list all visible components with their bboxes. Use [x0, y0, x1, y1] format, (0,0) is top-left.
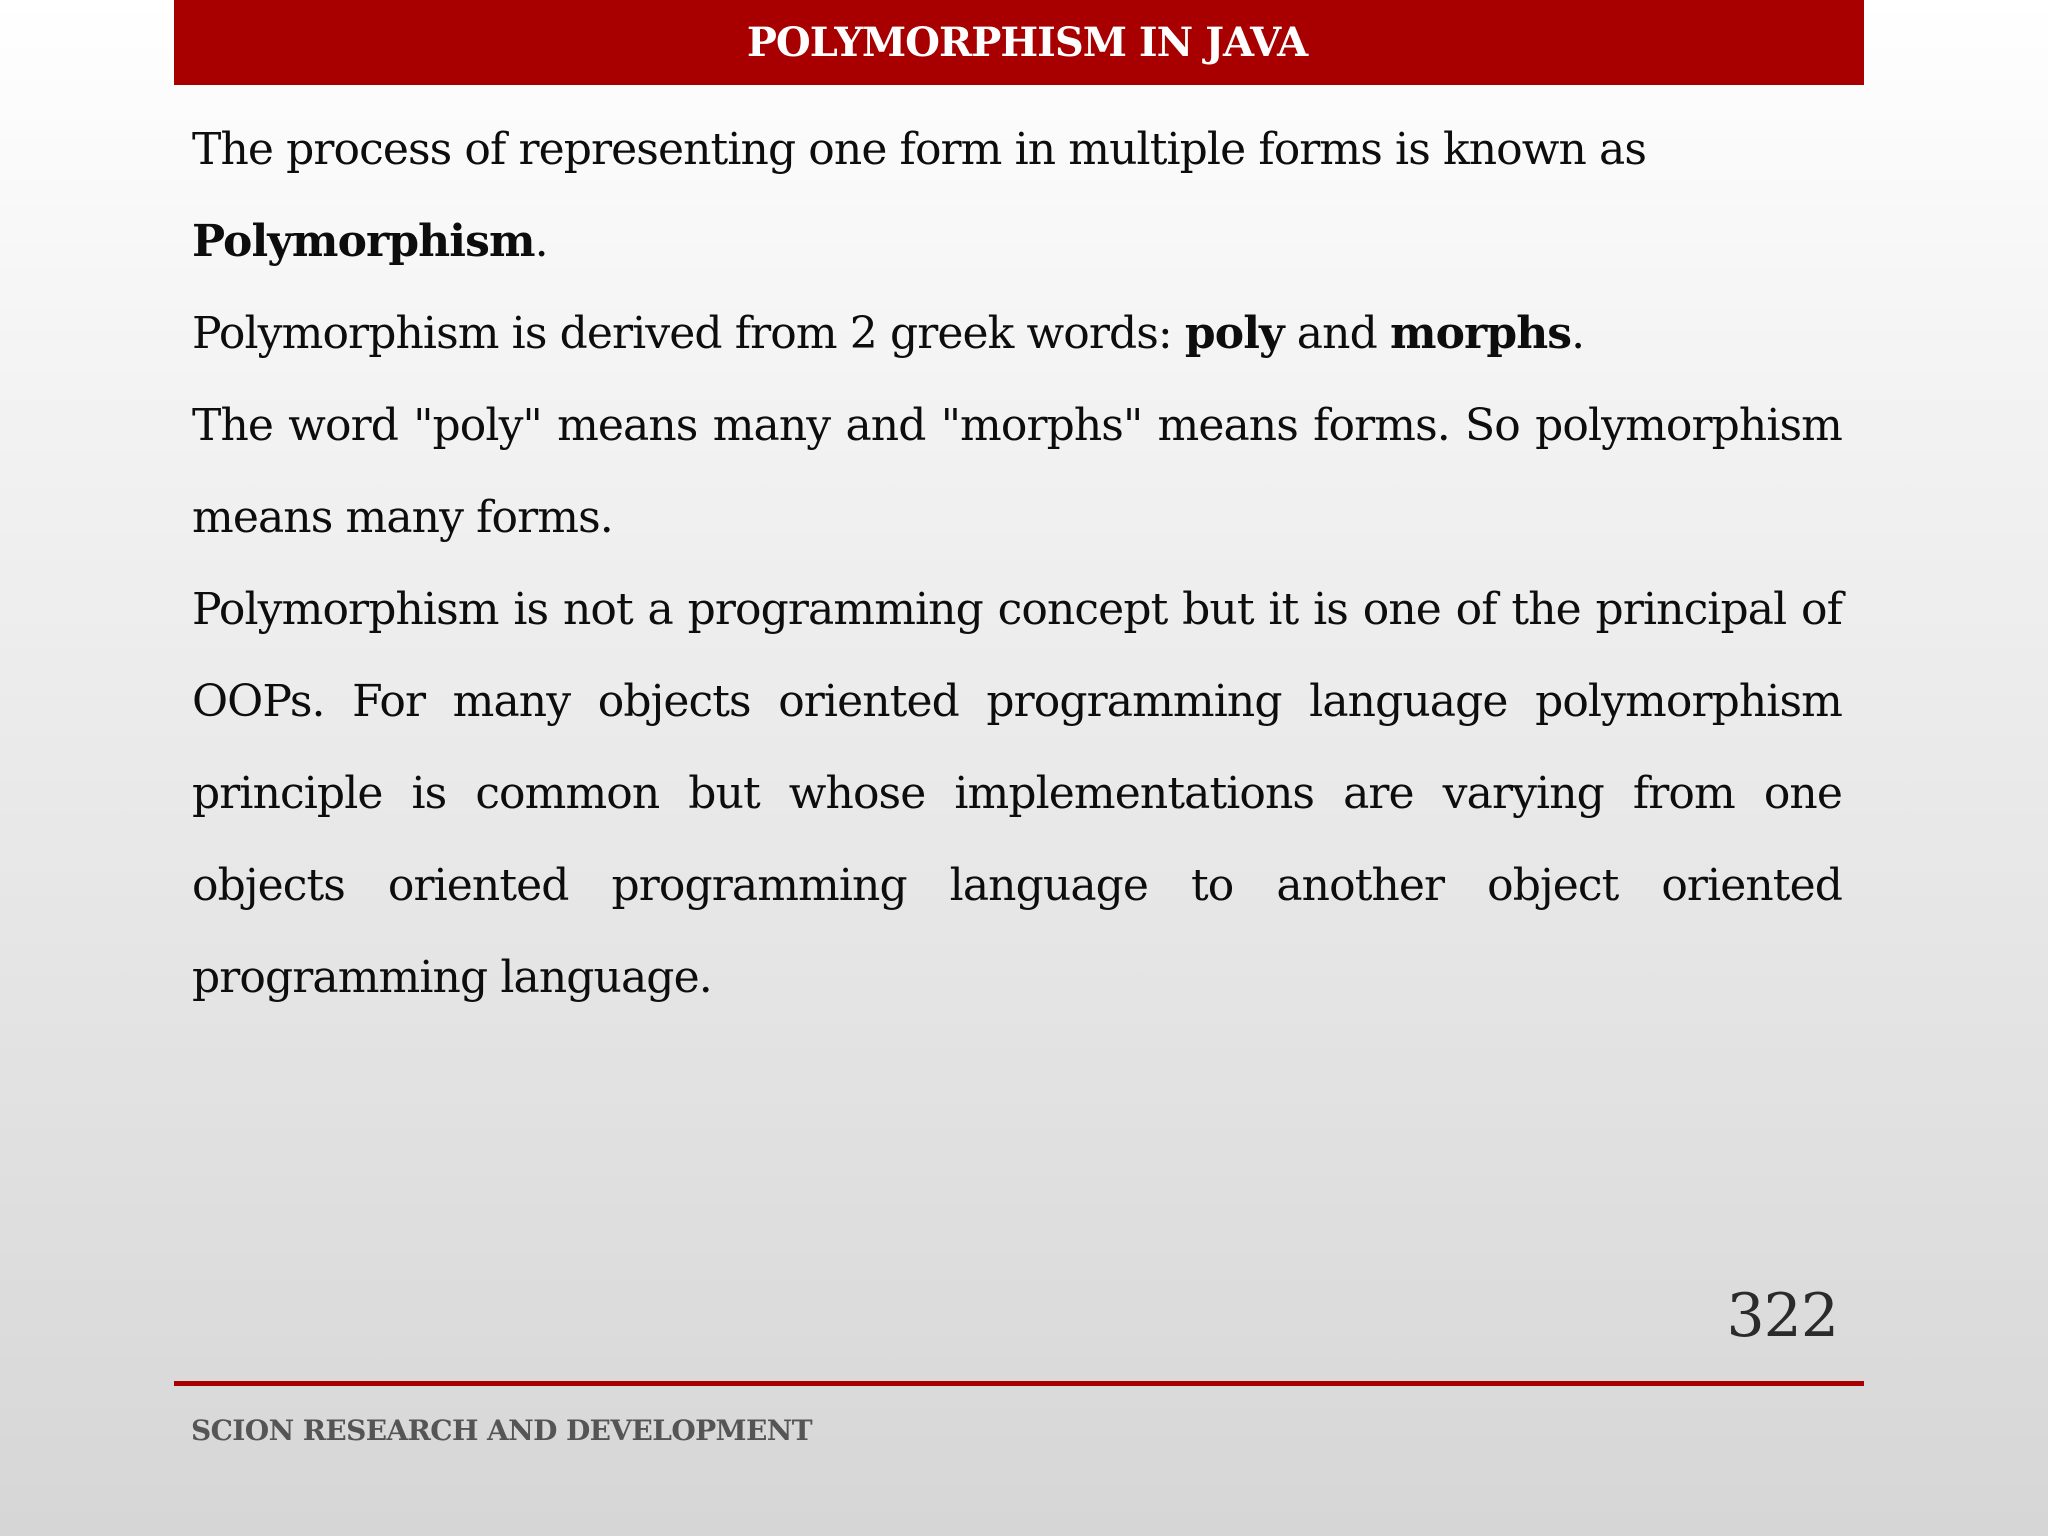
- page-number: 322: [1726, 1281, 1838, 1351]
- footer-organization: SCION RESEARCH AND DEVELOPMENT: [191, 1414, 812, 1447]
- definition-text: The process of representing one form in multiple forms is known as: [192, 124, 1647, 175]
- definition-period: .: [534, 216, 548, 267]
- derivation-and: and: [1283, 308, 1390, 359]
- polymorphism-term: Polymorphism: [192, 216, 535, 267]
- derivation-paragraph: [192, 288, 1842, 380]
- slide-title: POLYMORPHISM IN JAVA: [746, 19, 1308, 66]
- morphs-term: morphs: [1389, 308, 1572, 359]
- derivation-text: Polymorphism is derived from 2 greek words:: [192, 308, 1185, 359]
- poly-term: poly: [1184, 308, 1284, 359]
- oops-principle-paragraph: Polymorphism is not a programming concept but it is one of the principal of OOPs. For many objects oriented programming language polymorphism principle is common but whose implementations are varying from one objects oriented programming language to another object oriented programming language.: [192, 584, 1842, 1003]
- definition-paragraph: [192, 104, 1842, 288]
- title-bar: [174, 0, 1864, 85]
- footer-divider: [174, 1381, 1864, 1386]
- meaning-paragraph: The word "poly" means many and "morphs" means forms. So polymorphism means many forms.: [192, 400, 1842, 543]
- slide-body: [192, 104, 1842, 1024]
- derivation-period: .: [1571, 308, 1585, 359]
